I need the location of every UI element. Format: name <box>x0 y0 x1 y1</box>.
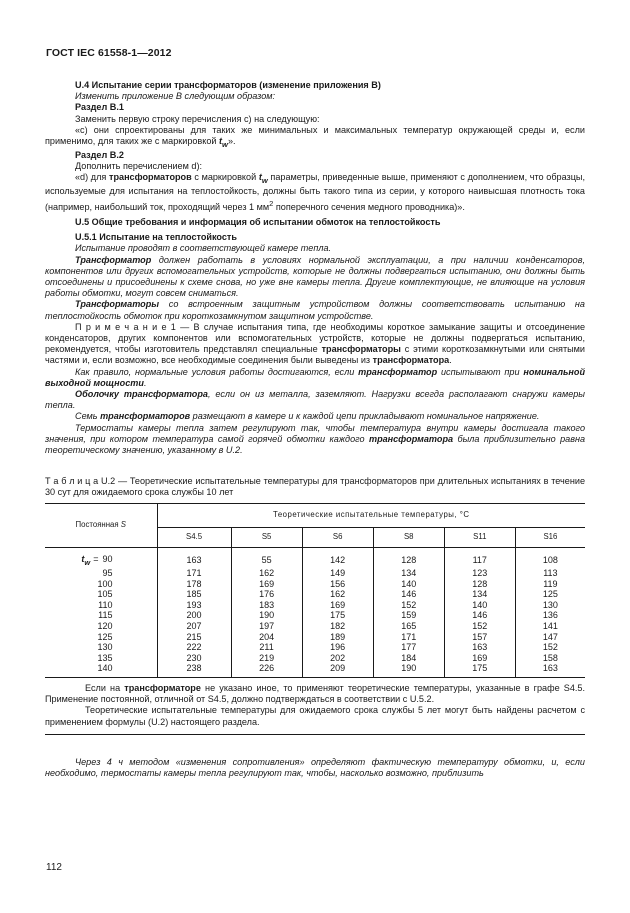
constant-cell: 110 <box>98 599 113 610</box>
table-row <box>45 663 585 677</box>
temperature-cell: 146 <box>373 589 444 600</box>
temperature-cell: 141 <box>515 621 585 632</box>
temperature-cell: 165 <box>373 621 444 632</box>
table-body <box>45 547 585 677</box>
temperature-cell: 176 <box>231 589 302 600</box>
temperature-cell: 140 <box>373 579 444 590</box>
temperature-cell: 238 <box>157 663 231 677</box>
table-row <box>45 621 585 632</box>
table-row <box>45 642 585 653</box>
table-row <box>45 610 585 621</box>
page-content <box>45 80 585 779</box>
temperature-cell: 128 <box>444 579 515 590</box>
temperature-cell: 128 <box>373 547 444 568</box>
u4-intro: Изменить приложение В следующим образом: <box>75 91 276 102</box>
temperature-cell: 140 <box>444 600 515 611</box>
table-caption: Т а б л и ц а U.2 — Теоретические испытательные температуры для трансформаторов при длительных испытаниях в течение 30 сут для ожидаемого срока службы 10 лет <box>45 476 586 498</box>
temperature-cell: 202 <box>302 653 373 664</box>
temperature-cell: 200 <box>157 610 231 621</box>
temperature-cell: 190 <box>231 610 302 621</box>
temperature-cell: 146 <box>444 610 515 621</box>
temperature-cell: 159 <box>373 610 444 621</box>
temperature-cell: 149 <box>302 568 373 579</box>
temperature-cell: 175 <box>302 610 373 621</box>
subcolumn-header: S5 <box>231 527 302 547</box>
temperature-cell: 178 <box>157 579 231 590</box>
constant-cell: 105 <box>97 589 113 600</box>
temperature-cell: 119 <box>515 579 585 590</box>
temperature-cell: 230 <box>157 653 231 664</box>
u51-p2: Трансформатор должен работать в условиях нормальной эксплуатации, а при наличии конденсаторов, компонентов или других вспомогательных устройств, которые не должны подвергаться испытанию, они должны быть отсоединены и присоединены к схеме снова, но уже вне камеры тепла. Другие комплектующие, не влияющие на условия работы обмотки, могут совсем сниматься. <box>45 254 585 299</box>
temperature-cell: 204 <box>231 632 302 643</box>
table-row <box>45 632 585 643</box>
constant-cell: 100 <box>97 578 113 589</box>
tw-symbol: $t_w$ <box>81 553 91 567</box>
temperature-cell: 190 <box>373 663 444 677</box>
section-u51-title: U.5.1 Испытание на теплостойкость <box>75 232 237 243</box>
u51-p1: Испытание проводят в соответствующей камере тепла. <box>75 243 332 254</box>
temperature-cell: 169 <box>444 653 515 664</box>
temperature-cell: 219 <box>231 653 302 664</box>
temperature-cell: 211 <box>231 642 302 653</box>
u51-p4: Как правило, нормальные условия работы достигаются, если трансформатор испытывают при номинальной выходной мощности. <box>45 366 585 388</box>
subcolumn-header: S4.5 <box>157 527 231 547</box>
table-row <box>45 653 585 664</box>
temperature-cell: 163 <box>515 663 585 677</box>
section-u5-title: U.5 Общие требования и информация об испытании обмоток на теплостойкость <box>75 216 441 227</box>
temperature-cell: 171 <box>157 568 231 579</box>
b1-line: Заменить первую строку перечисления с) на следующую: <box>75 113 320 124</box>
section-b2-title: Раздел В.2 <box>75 150 124 161</box>
temperature-cell: 152 <box>444 621 515 632</box>
b2-line: Дополнить перечислением d): <box>75 161 203 172</box>
col-group-header: Теоретические испытательные температуры, °С <box>157 503 585 527</box>
temperature-cell: 117 <box>444 547 515 568</box>
u51-p5: Оболочку трансформатора, если он из металла, заземляют. Нагрузки всегда располагают снаружи камеры тепла. <box>45 388 586 411</box>
temperature-cell: 130 <box>515 600 585 611</box>
temperature-table <box>45 503 585 677</box>
temperature-cell: 163 <box>444 642 515 653</box>
table-row <box>45 547 585 568</box>
temperature-cell: 123 <box>444 568 515 579</box>
constant-cell: 140 <box>97 663 113 674</box>
u51-p6: Семь трансформаторов размещают в камере и к каждой цепи прикладывают номинальное напряжение. <box>75 411 540 422</box>
temperature-cell: 183 <box>231 600 302 611</box>
subcolumn-header: S16 <box>515 527 585 547</box>
temperature-cell: 193 <box>157 600 231 611</box>
table-row <box>45 579 585 590</box>
temperature-cell: 157 <box>444 632 515 643</box>
tw-symbol: $t_w$ <box>219 136 228 149</box>
temperature-cell: 152 <box>373 600 444 611</box>
section-b1-title: Раздел В.1 <box>75 102 124 113</box>
section-u4-title: U.4 Испытание серии трансформаторов (изменение приложения В) <box>75 80 381 90</box>
col-constant-header: Постоянная S <box>45 503 157 547</box>
temperature-cell: 162 <box>302 589 373 600</box>
constant-cell: 95 <box>102 567 113 578</box>
table-row <box>45 589 585 600</box>
temperature-cell: 185 <box>157 589 231 600</box>
subcolumn-header: S8 <box>373 527 444 547</box>
temperature-cell: 184 <box>373 653 444 664</box>
table-row <box>45 568 585 579</box>
temperature-cell: 182 <box>302 621 373 632</box>
table-note-2: Теоретические испытательные температуры для ожидаемого срока службы 5 лет могут быть найдены расчетом с применением формулы (U.2) настоящего раздела. <box>45 705 585 727</box>
b2-quote: «d) для трансформаторов с маркировкой $t_w$ параметры, приведенные выше, применяют с дополнением, что образцы, используемые для испытания на теплостойкость, должны быть такого типа из серии, у которого наивысшая плотность тока (например, наибольший ток, проходящий через 1 $мм^2$ поперечного сечения медного проводника)». <box>45 172 585 212</box>
subcolumn-header: S6 <box>302 527 373 547</box>
temperature-cell: 147 <box>515 632 585 643</box>
u51-note1: П р и м е ч а н и е 1 — В случае испытания типа, где необходимы короткое замыкание защиты и отсоединение конденсаторов, других компонентов или вспомогательных устройств, которые не должны подвергаться испытанию, рекомендуется, чтобы изготовитель представлял специальные трансформаторы с этими короткозамкнутыми или снятыми частями и, если возможно, все необходимые соединения были выведены из трансформатора. <box>45 321 586 366</box>
temperature-cell: 169 <box>302 600 373 611</box>
temperature-cell: 55 <box>231 547 302 568</box>
temperature-cell: 134 <box>444 589 515 600</box>
temperature-cell: 171 <box>373 632 444 643</box>
constant-cell: 115 <box>98 610 113 621</box>
temperature-cell: 207 <box>157 621 231 632</box>
temperature-cell: 175 <box>444 663 515 677</box>
table-notes <box>45 677 585 735</box>
page-number: 112 <box>46 862 62 873</box>
b1-quote: «с) они спроектированы для таких же минимальных и максимальных температур окружающей среды и, если применимо, для таких же с маркировкой $t_w$». <box>45 124 585 149</box>
temperature-cell: 215 <box>157 632 231 643</box>
temperature-cell: 162 <box>231 568 302 579</box>
temperature-cell: 136 <box>515 610 585 621</box>
u51-p3: Трансформаторы со встроенным защитным устройством должны соответствовать испытанию на теплостойкость обмоток при короткозамкнутом защитном устройстве. <box>45 299 585 321</box>
document-header: ГОСТ IEC 61558-1—2012 <box>46 47 172 59</box>
subcolumn-header: S11 <box>444 527 515 547</box>
bottom-paragraph: Через 4 ч методом «изменения сопротивления» определяют фактическую температуру обмотки, и, если необходимо, термостаты камеры тепла регулируют так, чтобы, насколько возможно, приблизить <box>45 756 585 778</box>
constant-cell: 135 <box>97 652 113 663</box>
temperature-cell: 125 <box>515 589 585 600</box>
constant-cell: 130 <box>97 642 113 653</box>
temperature-cell: 177 <box>373 642 444 653</box>
temperature-cell: 209 <box>302 663 373 677</box>
table-note-1: Если на трансформаторе не указано иное, то применяют теоретические температуры, указанные в графе S4.5. Применение постоянной, отличной от S4.5, должно подтверждаться в соответствии с U.5.2. <box>45 682 586 705</box>
temperature-cell: 163 <box>157 547 231 568</box>
temperature-cell: 169 <box>231 579 302 590</box>
temperature-cell: 142 <box>302 547 373 568</box>
temperature-cell: 152 <box>515 642 585 653</box>
temperature-cell: 222 <box>157 642 231 653</box>
temperature-cell: 134 <box>373 568 444 579</box>
temperature-cell: 197 <box>231 621 302 632</box>
u51-p7: Термостаты камеры тепла затем регулируют так, чтобы температура внутри камеры достигала такого значения, при котором температура самой горячей обмотки каждого трансформатора была приблизительно равна теоретическому значению, указанному в U.2. <box>45 422 586 455</box>
tw-symbol: $t_w$ <box>258 172 268 186</box>
table-row <box>45 600 585 611</box>
temperature-cell: 189 <box>302 632 373 643</box>
constant-cell: $t_w = 90$ <box>81 553 113 567</box>
constant-cell: 120 <box>97 620 113 631</box>
temperature-cell: 226 <box>231 663 302 677</box>
temperature-cell: 108 <box>515 547 585 568</box>
temperature-cell: 156 <box>302 579 373 590</box>
temperature-cell: 158 <box>515 653 585 664</box>
temperature-cell: 196 <box>302 642 373 653</box>
constant-cell: 125 <box>97 631 113 642</box>
temperature-cell: 113 <box>515 568 585 579</box>
